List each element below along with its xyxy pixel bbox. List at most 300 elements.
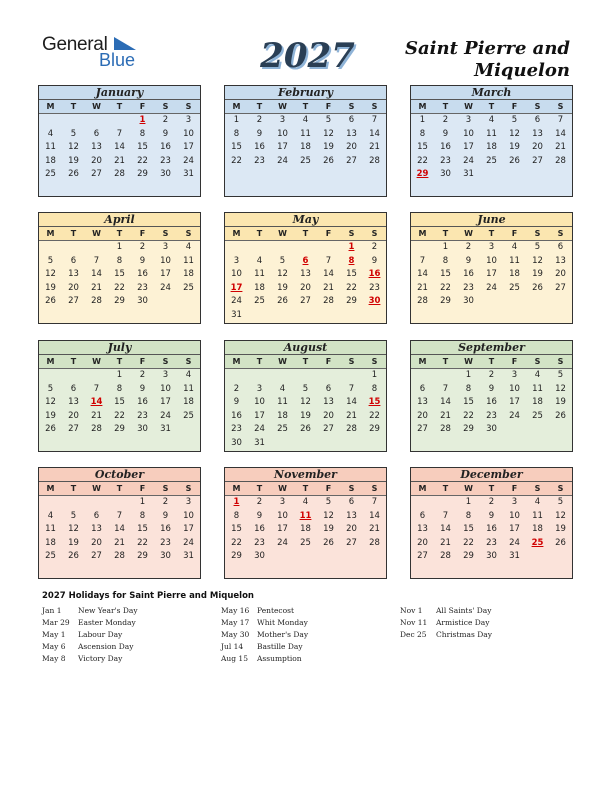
day-cell: 11 [183, 383, 194, 394]
empty-cell [39, 241, 62, 255]
day-cell: 15 [440, 269, 451, 280]
weekday-label: T [116, 484, 123, 493]
day-cell: 2 [488, 370, 495, 380]
weekday-label: T [70, 484, 77, 493]
day-cell: 22 [137, 155, 148, 166]
logo [42, 34, 142, 74]
holiday-date: May 17 [221, 618, 250, 627]
holiday-name: Christmas Day [436, 630, 492, 639]
empty-cell [39, 496, 62, 510]
weekday-label: S [557, 484, 564, 493]
day-cell: 25 [45, 169, 56, 180]
day-cell: 25 [531, 537, 544, 548]
day-cell: 25 [45, 551, 56, 562]
weekday-label: T [116, 102, 123, 111]
logo-triangle-icon [114, 37, 136, 50]
holiday-date: May 6 [42, 642, 66, 651]
day-cell: 13 [555, 255, 566, 266]
week-row [225, 268, 386, 282]
day-cell: 7 [557, 115, 564, 125]
day-cell: 17 [183, 524, 194, 535]
day-cell: 7 [116, 510, 123, 521]
day-cell: 31 [509, 551, 520, 562]
week-row [39, 423, 200, 437]
day-cell: 4 [256, 255, 263, 266]
day-cell: 25 [277, 424, 288, 435]
day-cell: 15 [114, 397, 125, 408]
weekday-label: F [139, 102, 146, 111]
weekday-label: S [185, 357, 192, 366]
empty-cell [294, 437, 317, 451]
day-cell: 9 [233, 397, 240, 408]
day-cell: 2 [162, 115, 169, 125]
day-cell: 6 [348, 497, 355, 507]
empty-cell [411, 496, 434, 510]
day-cell: 9 [162, 510, 169, 521]
day-cell: 5 [70, 510, 77, 521]
day-cell: 17 [160, 269, 171, 280]
day-cell: 4 [488, 115, 495, 125]
weekday-header [39, 100, 200, 114]
day-cell: 6 [419, 383, 426, 394]
week-row [39, 128, 200, 142]
holiday-date: May 8 [42, 654, 66, 663]
empty-cell [62, 114, 85, 128]
holiday-name: All Saints' Day [436, 606, 492, 615]
day-cell: 12 [509, 128, 520, 139]
day-cell: 17 [183, 142, 194, 153]
day-cell: 23 [160, 537, 171, 548]
empty-cell [271, 309, 294, 323]
day-cell: 6 [325, 383, 332, 394]
day-cell: 1 [233, 115, 240, 125]
day-cell: 23 [486, 537, 497, 548]
day-cell: 9 [371, 255, 378, 266]
week-row [225, 410, 386, 424]
weekday-label: M [232, 102, 241, 111]
day-cell: 12 [555, 510, 566, 521]
weekday-label: T [116, 357, 123, 366]
day-cell: 5 [47, 255, 54, 266]
day-cell: 31 [183, 551, 194, 562]
weekday-label: T [70, 102, 77, 111]
day-cell: 6 [93, 510, 100, 521]
day-cell: 12 [45, 269, 56, 280]
day-cell: 21 [114, 155, 125, 166]
day-cell: 7 [348, 383, 355, 394]
day-cell: 16 [368, 269, 381, 280]
day-cell: 13 [532, 128, 543, 139]
holiday-name: Bastille Day [257, 642, 303, 651]
empty-cell [503, 423, 526, 437]
day-cell: 28 [91, 296, 102, 307]
day-cell: 21 [114, 537, 125, 548]
day-cell: 1 [116, 242, 123, 252]
week-row [39, 255, 200, 269]
week-row [411, 268, 572, 282]
empty-cell [154, 295, 177, 309]
holiday-name: New Year's Day [78, 606, 138, 615]
day-cell: 2 [256, 115, 263, 125]
weekday-label: S [185, 102, 192, 111]
day-cell: 23 [137, 282, 148, 293]
weekday-label: S [348, 357, 355, 366]
day-cell: 8 [348, 255, 355, 266]
day-cell: 21 [91, 410, 102, 421]
month-june [410, 212, 573, 324]
weekday-header [39, 482, 200, 496]
empty-cell [294, 550, 317, 564]
month-title: February [225, 86, 386, 100]
week-row [225, 309, 386, 323]
day-cell: 3 [162, 242, 169, 252]
weekday-label: W [278, 229, 287, 238]
day-cell: 2 [371, 242, 378, 252]
day-cell: 19 [68, 537, 79, 548]
month-title: October [39, 468, 200, 482]
empty-cell [62, 369, 85, 383]
day-cell: 23 [486, 410, 497, 421]
day-cell: 18 [532, 524, 543, 535]
day-cell: 4 [534, 370, 541, 380]
day-cell: 28 [346, 424, 357, 435]
day-cell: 14 [346, 397, 357, 408]
day-cell: 7 [116, 128, 123, 139]
day-cell: 28 [114, 169, 125, 180]
day-cell: 21 [555, 142, 566, 153]
day-cell: 8 [233, 128, 240, 139]
day-cell: 7 [442, 510, 449, 521]
week-row [39, 496, 200, 510]
day-cell: 29 [440, 296, 451, 307]
empty-cell [85, 369, 108, 383]
day-cell: 17 [277, 524, 288, 535]
holiday-date: May 1 [42, 630, 66, 639]
day-cell: 11 [277, 397, 288, 408]
day-cell: 3 [185, 115, 192, 125]
weekday-label: M [418, 102, 427, 111]
month-title: April [39, 213, 200, 227]
weekday-label: W [92, 229, 101, 238]
week-row [39, 537, 200, 551]
weekday-label: S [557, 229, 564, 238]
day-cell: 16 [254, 524, 265, 535]
day-cell: 30 [137, 424, 148, 435]
day-cell: 6 [348, 115, 355, 125]
day-cell: 23 [137, 410, 148, 421]
day-cell: 14 [555, 128, 566, 139]
day-cell: 4 [185, 242, 192, 252]
empty-cell [434, 496, 457, 510]
empty-cell [108, 114, 131, 128]
day-cell: 18 [45, 155, 56, 166]
month-july [38, 340, 201, 452]
country-title [370, 38, 570, 82]
weekday-label: T [442, 102, 449, 111]
holiday-row [221, 629, 308, 641]
day-cell: 5 [325, 497, 332, 507]
day-cell: 10 [509, 383, 520, 394]
day-cell: 25 [183, 410, 194, 421]
weekday-label: M [418, 229, 427, 238]
weekday-label: T [256, 484, 263, 493]
empty-cell [480, 295, 503, 309]
weekday-label: S [348, 102, 355, 111]
day-cell: 24 [277, 155, 288, 166]
day-cell: 24 [183, 155, 194, 166]
day-cell: 9 [256, 510, 263, 521]
day-cell: 11 [299, 510, 312, 521]
month-title: June [411, 213, 572, 227]
empty-cell [294, 241, 317, 255]
day-cell: 20 [91, 537, 102, 548]
day-cell: 18 [183, 397, 194, 408]
day-cell: 5 [511, 115, 518, 125]
day-cell: 19 [509, 142, 520, 153]
empty-cell [271, 437, 294, 451]
day-cell: 17 [463, 142, 474, 153]
day-cell: 18 [183, 269, 194, 280]
day-cell: 16 [440, 142, 451, 153]
day-cell: 12 [532, 255, 543, 266]
day-cell: 10 [463, 128, 474, 139]
day-cell: 19 [68, 155, 79, 166]
empty-cell [411, 241, 434, 255]
weekday-label: M [232, 229, 241, 238]
day-cell: 12 [555, 383, 566, 394]
week-row [225, 510, 386, 524]
month-october [38, 467, 201, 579]
weekday-label: S [534, 102, 541, 111]
day-cell: 5 [557, 497, 564, 507]
empty-cell [549, 295, 572, 309]
week-row [39, 295, 200, 309]
day-cell: 4 [302, 497, 309, 507]
day-cell: 3 [279, 497, 286, 507]
day-cell: 8 [116, 255, 123, 266]
day-cell: 31 [254, 437, 265, 448]
empty-cell [549, 550, 572, 564]
empty-cell [271, 369, 294, 383]
weekday-label: T [116, 229, 123, 238]
holiday-name: Easter Monday [78, 618, 136, 627]
weekday-label: T [442, 357, 449, 366]
weekday-label: M [46, 357, 55, 366]
week-row [411, 295, 572, 309]
weekday-label: M [418, 484, 427, 493]
weekday-label: W [92, 357, 101, 366]
week-row [225, 141, 386, 155]
day-cell: 14 [369, 128, 380, 139]
week-row [225, 550, 386, 564]
holiday-row [221, 617, 308, 629]
weekday-label: S [371, 484, 378, 493]
day-cell: 7 [93, 383, 100, 394]
day-cell: 26 [323, 537, 334, 548]
day-cell: 8 [116, 383, 123, 394]
day-cell: 4 [47, 510, 54, 521]
country-line-2: Miquelon [474, 60, 570, 81]
day-cell: 22 [346, 282, 357, 293]
day-cell: 16 [254, 142, 265, 153]
weekday-label: W [464, 102, 473, 111]
day-cell: 30 [368, 296, 381, 307]
day-cell: 2 [488, 497, 495, 507]
day-cell: 22 [114, 410, 125, 421]
day-cell: 20 [323, 410, 334, 421]
day-cell: 18 [300, 524, 311, 535]
day-cell: 26 [300, 424, 311, 435]
empty-cell [225, 241, 248, 255]
weekday-label: W [464, 357, 473, 366]
day-cell: 12 [323, 128, 334, 139]
empty-cell [526, 423, 549, 437]
day-cell: 27 [68, 424, 79, 435]
logo-blue-text: Blue [99, 50, 136, 70]
day-cell: 19 [532, 269, 543, 280]
day-cell: 1 [233, 497, 240, 507]
empty-cell [225, 369, 248, 383]
weekday-header [225, 100, 386, 114]
holiday-row [400, 629, 492, 641]
empty-cell [411, 369, 434, 383]
weekday-header [411, 482, 572, 496]
holiday-row [42, 641, 138, 653]
day-cell: 15 [231, 524, 242, 535]
week-row [225, 241, 386, 255]
weekday-label: M [232, 357, 241, 366]
week-row [411, 128, 572, 142]
holiday-row [42, 617, 138, 629]
day-cell: 2 [465, 242, 472, 252]
day-cell: 30 [160, 551, 171, 562]
weekday-label: S [534, 229, 541, 238]
empty-cell [248, 309, 271, 323]
day-cell: 9 [162, 128, 169, 139]
day-cell: 30 [486, 424, 497, 435]
day-cell: 6 [70, 383, 77, 394]
day-cell: 15 [114, 269, 125, 280]
day-cell: 21 [346, 410, 357, 421]
day-cell: 10 [231, 269, 242, 280]
day-cell: 1 [116, 370, 123, 380]
weekday-label: S [348, 229, 355, 238]
day-cell: 8 [465, 383, 472, 394]
holiday-row [221, 605, 308, 617]
day-cell: 8 [139, 128, 146, 139]
day-cell: 10 [183, 128, 194, 139]
day-cell: 6 [557, 242, 564, 252]
day-cell: 21 [323, 282, 334, 293]
day-cell: 16 [231, 410, 242, 421]
weekday-label: M [46, 484, 55, 493]
weekday-label: F [139, 484, 146, 493]
week-row [411, 423, 572, 437]
weekday-label: T [256, 102, 263, 111]
day-cell: 30 [486, 551, 497, 562]
day-cell: 24 [509, 410, 520, 421]
day-cell: 17 [509, 397, 520, 408]
day-cell: 9 [139, 255, 146, 266]
day-cell: 25 [254, 296, 265, 307]
day-cell: 10 [486, 255, 497, 266]
week-row [411, 510, 572, 524]
day-cell: 14 [91, 269, 102, 280]
day-cell: 10 [277, 128, 288, 139]
day-cell: 24 [160, 410, 171, 421]
day-cell: 29 [416, 169, 429, 180]
holiday-row [42, 605, 138, 617]
week-row [225, 396, 386, 410]
empty-cell [503, 295, 526, 309]
empty-cell [526, 550, 549, 564]
weekday-label: T [488, 357, 495, 366]
day-cell: 8 [419, 128, 426, 139]
weekday-label: T [488, 229, 495, 238]
day-cell: 19 [300, 410, 311, 421]
day-cell: 6 [93, 128, 100, 139]
day-cell: 18 [254, 282, 265, 293]
day-cell: 17 [509, 524, 520, 535]
empty-cell [549, 423, 572, 437]
weekday-label: W [278, 102, 287, 111]
month-september [410, 340, 573, 452]
day-cell: 1 [371, 370, 378, 380]
empty-cell [85, 114, 108, 128]
week-row [225, 128, 386, 142]
day-cell: 4 [185, 370, 192, 380]
week-row [411, 496, 572, 510]
day-cell: 4 [511, 242, 518, 252]
weekday-label: S [371, 357, 378, 366]
day-cell: 18 [532, 397, 543, 408]
weekday-label: W [464, 229, 473, 238]
day-cell: 25 [300, 155, 311, 166]
week-row [39, 241, 200, 255]
day-cell: 30 [254, 551, 265, 562]
day-cell: 1 [139, 115, 146, 125]
weekday-label: T [488, 102, 495, 111]
day-cell: 17 [486, 269, 497, 280]
day-cell: 20 [346, 142, 357, 153]
weekday-label: T [70, 229, 77, 238]
weekday-label: T [302, 229, 309, 238]
empty-cell [434, 369, 457, 383]
day-cell: 13 [91, 524, 102, 535]
week-row [411, 255, 572, 269]
empty-cell [248, 369, 271, 383]
day-cell: 23 [254, 155, 265, 166]
weekday-label: T [442, 229, 449, 238]
day-cell: 24 [486, 282, 497, 293]
day-cell: 7 [371, 497, 378, 507]
holiday-date: Aug 15 [221, 654, 248, 663]
empty-cell [340, 369, 363, 383]
day-cell: 21 [440, 537, 451, 548]
weekday-label: M [46, 229, 55, 238]
day-cell: 29 [346, 296, 357, 307]
day-cell: 1 [442, 242, 449, 252]
day-cell: 22 [114, 282, 125, 293]
empty-cell [317, 550, 340, 564]
month-december [410, 467, 573, 579]
day-cell: 12 [45, 397, 56, 408]
empty-cell [526, 295, 549, 309]
holiday-row [400, 617, 492, 629]
day-cell: 14 [114, 524, 125, 535]
empty-cell [340, 437, 363, 451]
day-cell: 27 [417, 551, 428, 562]
